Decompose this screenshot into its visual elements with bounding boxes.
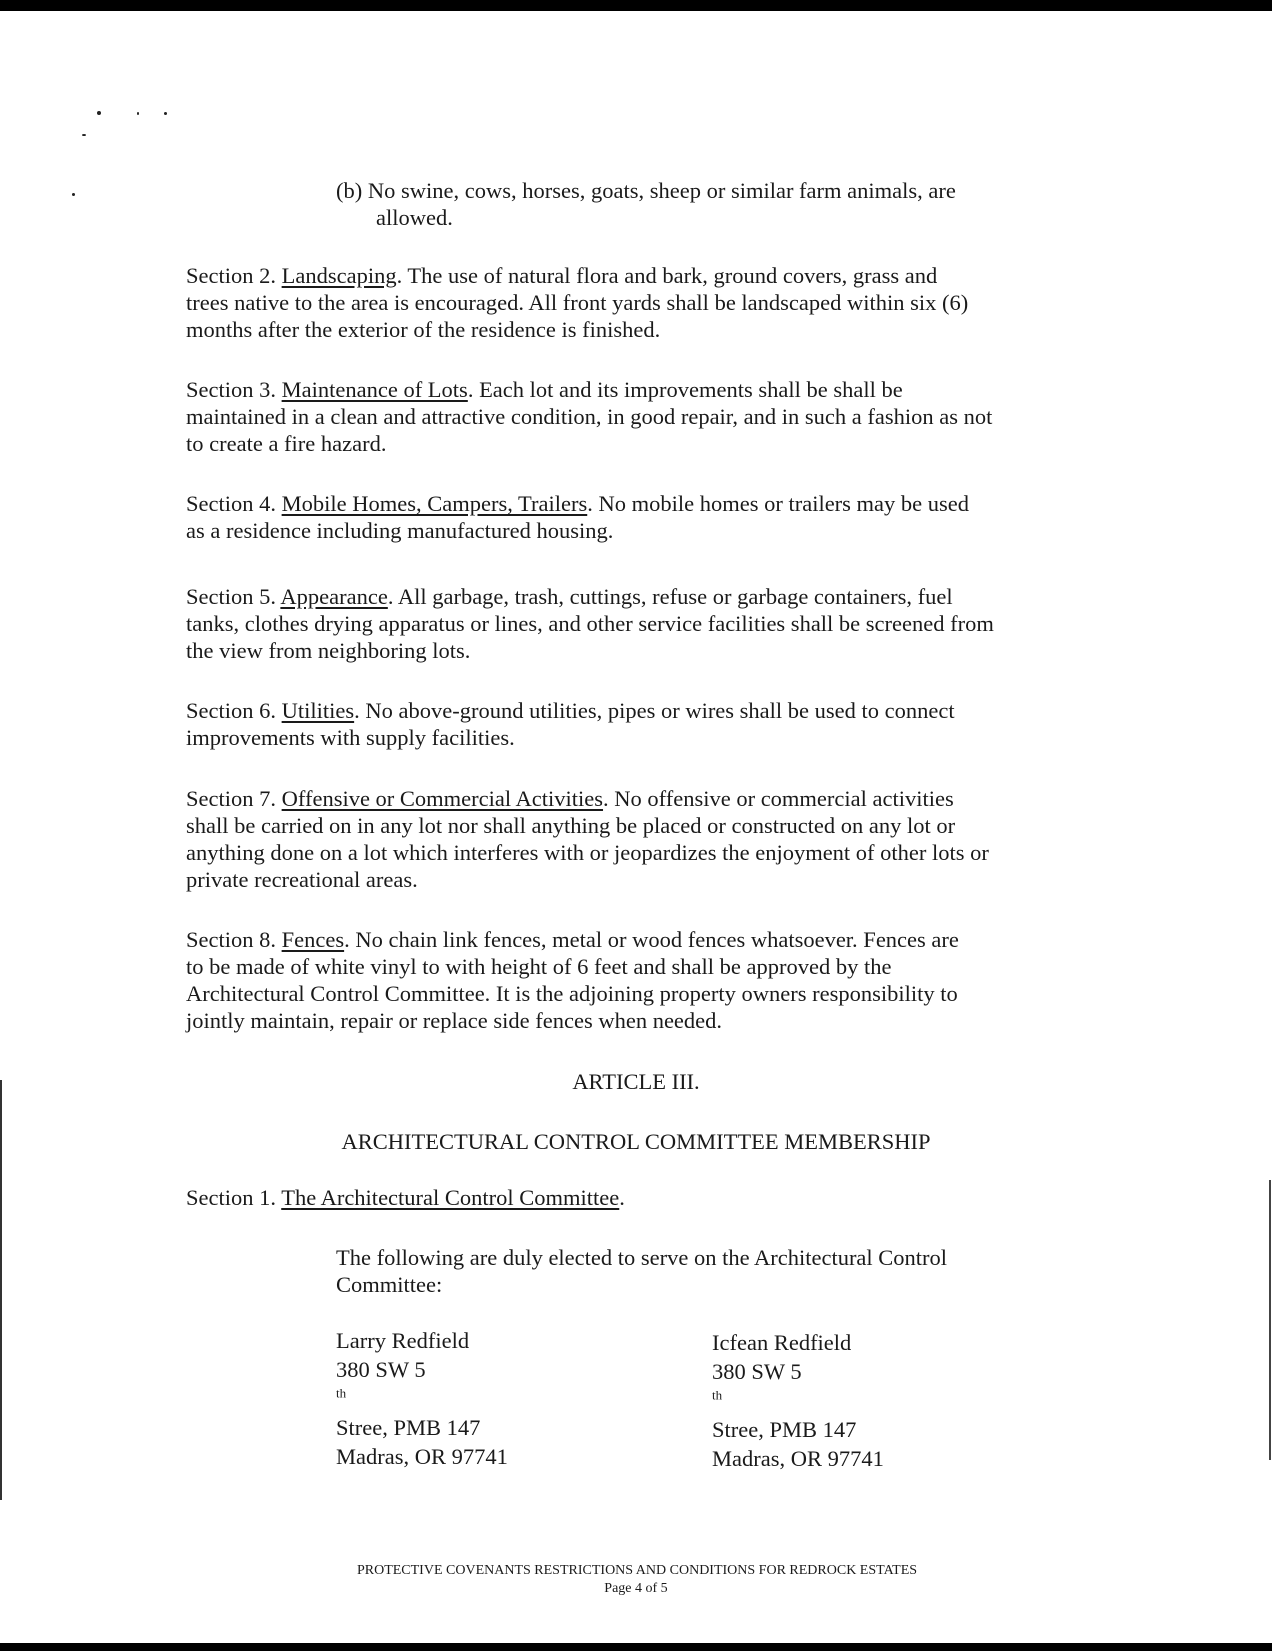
section-heading-line — [186, 583, 994, 610]
section-text-line: jointly maintain, repair or replace side fences when needed. — [186, 1008, 723, 1033]
item-b-text-line2: allowed. — [376, 205, 453, 230]
section-text-line: anything done on a lot which interferes with or jeopardizes the enjoyment of other lots or — [186, 840, 989, 865]
section-3 — [186, 376, 992, 457]
section-5 — [186, 583, 994, 664]
scan-top-border — [0, 0, 1272, 11]
section-text-line: Architectural Control Committee. It is the adjoining property owners responsibility to — [186, 981, 958, 1006]
section-text: . Each lot and its improvements shall be shall be — [467, 377, 903, 402]
section-text-line: tanks, clothes drying apparatus or lines, and other service facilities shall be screened from — [186, 611, 994, 636]
section-text-line: shall be carried on in any lot nor shall anything be placed or constructed on any lot or — [186, 813, 956, 838]
committee-intro — [336, 1244, 947, 1298]
member-name: Larry Redfield — [336, 1328, 470, 1353]
section-text: . No mobile homes or trailers may be used — [587, 491, 970, 516]
section-title: Offensive or Commercial Activities — [281, 786, 604, 811]
section-number: Section 8. — [186, 927, 276, 952]
section-end: . — [619, 1185, 625, 1210]
scan-speck — [137, 112, 139, 115]
page-footer — [0, 1562, 1272, 1598]
member-address — [712, 1357, 884, 1444]
committee-intro-line: Committee: — [336, 1272, 443, 1297]
section-text-line: trees native to the area is encouraged. All front yards shall be landscaped within six (6) — [186, 290, 969, 315]
section-title: Appearance — [280, 584, 388, 609]
scan-speck — [82, 134, 86, 136]
member-address-street: 380 SW 5 — [336, 1357, 426, 1382]
section-title: Fences — [281, 927, 345, 952]
scan-speck — [72, 193, 75, 196]
article-title: ARCHITECTURAL CONTROL COMMITTEE MEMBERSHIP — [341, 1129, 931, 1154]
section-2 — [186, 262, 968, 343]
member-address — [336, 1355, 508, 1442]
section-number: Section 3. — [186, 377, 276, 402]
scan-right-edge — [1269, 1180, 1271, 1460]
item-b-label: (b) — [336, 178, 363, 203]
section-heading-line — [186, 785, 989, 812]
section-number: Section 2. — [186, 263, 276, 288]
section-text-line: to be made of white vinyl to with height of 6 feet and shall be approved by the — [186, 954, 892, 979]
committee-intro-line: The following are duly elected to serve on the Architectural Control — [336, 1245, 948, 1270]
member-city: Madras, OR 97741 — [712, 1446, 884, 1471]
section-number: Section 5. — [186, 584, 276, 609]
section-8 — [186, 926, 959, 1034]
item-b-text-line1: No swine, cows, horses, goats, sheep or similar farm animals, are — [367, 178, 956, 203]
member-address-suffix: th — [712, 1387, 723, 1403]
section-number: Section 4. — [186, 491, 276, 516]
member-name: Icfean Redfield — [712, 1330, 852, 1355]
member-city: Madras, OR 97741 — [336, 1444, 508, 1469]
section-title: The Architectural Control Committee — [281, 1185, 620, 1210]
scan-bottom-border — [0, 1643, 1272, 1651]
member-address-suffix: th — [336, 1385, 347, 1401]
section-title: Maintenance of Lots — [281, 377, 468, 402]
section-text-line: as a residence including manufactured housing. — [186, 518, 614, 543]
committee-member — [712, 1328, 884, 1473]
section-title: Mobile Homes, Campers, Trailers — [281, 491, 588, 516]
member-address-street: 380 SW 5 — [712, 1359, 802, 1384]
item-b — [336, 177, 956, 231]
section-text-line: private recreational areas. — [186, 867, 418, 892]
section-text-line: maintained in a clean and attractive condition, in good repair, and in such a fashion as not — [186, 404, 993, 429]
section-text: . The use of natural flora and bark, ground covers, grass and — [396, 263, 938, 288]
section-text-line: months after the exterior of the residence is finished. — [186, 317, 661, 342]
section-text-line: the view from neighboring lots. — [186, 638, 471, 663]
scan-speck — [164, 112, 167, 115]
section-number: Section 6. — [186, 698, 276, 723]
member-address-rest: Stree, PMB 147 — [336, 1415, 481, 1440]
section-heading-line — [186, 262, 968, 289]
scan-speck — [97, 111, 101, 115]
section-text: . No offensive or commercial activities — [603, 786, 954, 811]
section-text: . All garbage, trash, cuttings, refuse or garbage containers, fuel — [387, 584, 953, 609]
section-text: . No chain link fences, metal or wood fences whatsoever. Fences are — [344, 927, 959, 952]
section-6 — [186, 697, 955, 751]
section-text: . No above-ground utilities, pipes or wires shall be used to connect — [354, 698, 955, 723]
section-4 — [186, 490, 969, 544]
section-title: Landscaping — [281, 263, 397, 288]
article-3-section-1 — [186, 1184, 625, 1211]
committee-member — [336, 1326, 508, 1471]
section-7 — [186, 785, 989, 893]
article-number: ARTICLE III. — [572, 1069, 700, 1094]
section-heading-line — [186, 926, 959, 953]
section-heading-line — [186, 490, 969, 517]
item-b-first-line — [336, 178, 956, 203]
section-number: Section 1. — [186, 1185, 276, 1210]
section-text-line: to create a fire hazard. — [186, 431, 387, 456]
page-number: Page 4 of 5 — [604, 1581, 668, 1596]
member-address-rest: Stree, PMB 147 — [712, 1417, 857, 1442]
section-heading-line — [186, 697, 955, 724]
section-number: Section 7. — [186, 786, 276, 811]
footer-title: PROTECTIVE COVENANTS RESTRICTIONS AND CONDITIONS FOR REDROCK ESTATES — [356, 1563, 918, 1578]
section-title: Utilities — [281, 698, 355, 723]
section-heading-line — [186, 376, 992, 403]
section-text-line: improvements with supply facilities. — [186, 725, 515, 750]
